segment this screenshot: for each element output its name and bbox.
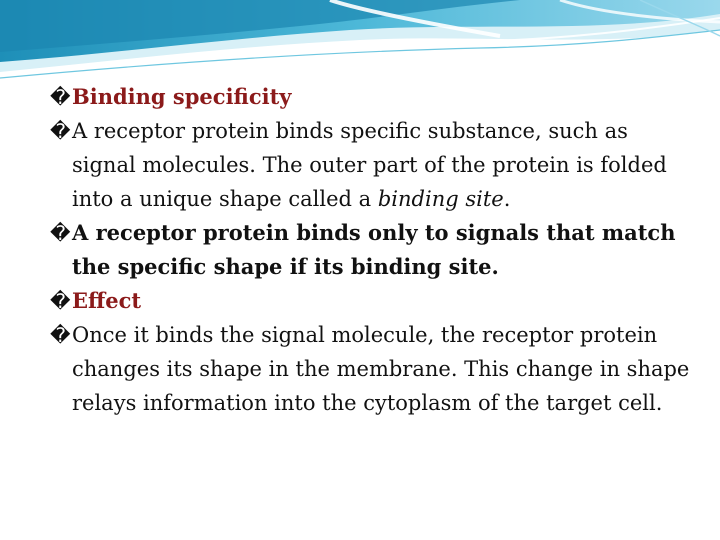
- wave-banner-decoration: [0, 0, 720, 80]
- bullet-icon: �: [50, 85, 71, 109]
- bullet-icon: �: [50, 323, 71, 347]
- bullet-icon: �: [50, 221, 71, 245]
- bullet-text: Once it binds the signal molecule, the receptor protein changes its shape in the membrane. This change in shape relays information into the cytoplasm of the target cell.: [72, 323, 690, 415]
- list-item: [50, 284, 690, 318]
- binding-site-term: binding site: [377, 187, 504, 211]
- list-item: [50, 80, 690, 114]
- bullet-icon: �: [50, 119, 71, 143]
- list-item: [50, 318, 690, 420]
- heading-binding-specificity: Binding specificity: [72, 84, 292, 109]
- bullet-text-end: .: [503, 187, 511, 211]
- bullet-icon: �: [50, 289, 71, 313]
- list-item: [50, 216, 690, 284]
- list-item: [50, 114, 690, 216]
- bullet-text-bold: A receptor protein binds only to signals that match the specific shape if its binding site.: [72, 220, 676, 279]
- bullet-text: A receptor protein binds specific substance, such as signal molecules. The outer part of the protein is folded into a unique shape called a: [72, 119, 667, 211]
- slide-body: [50, 80, 690, 420]
- heading-effect: Effect: [72, 288, 142, 313]
